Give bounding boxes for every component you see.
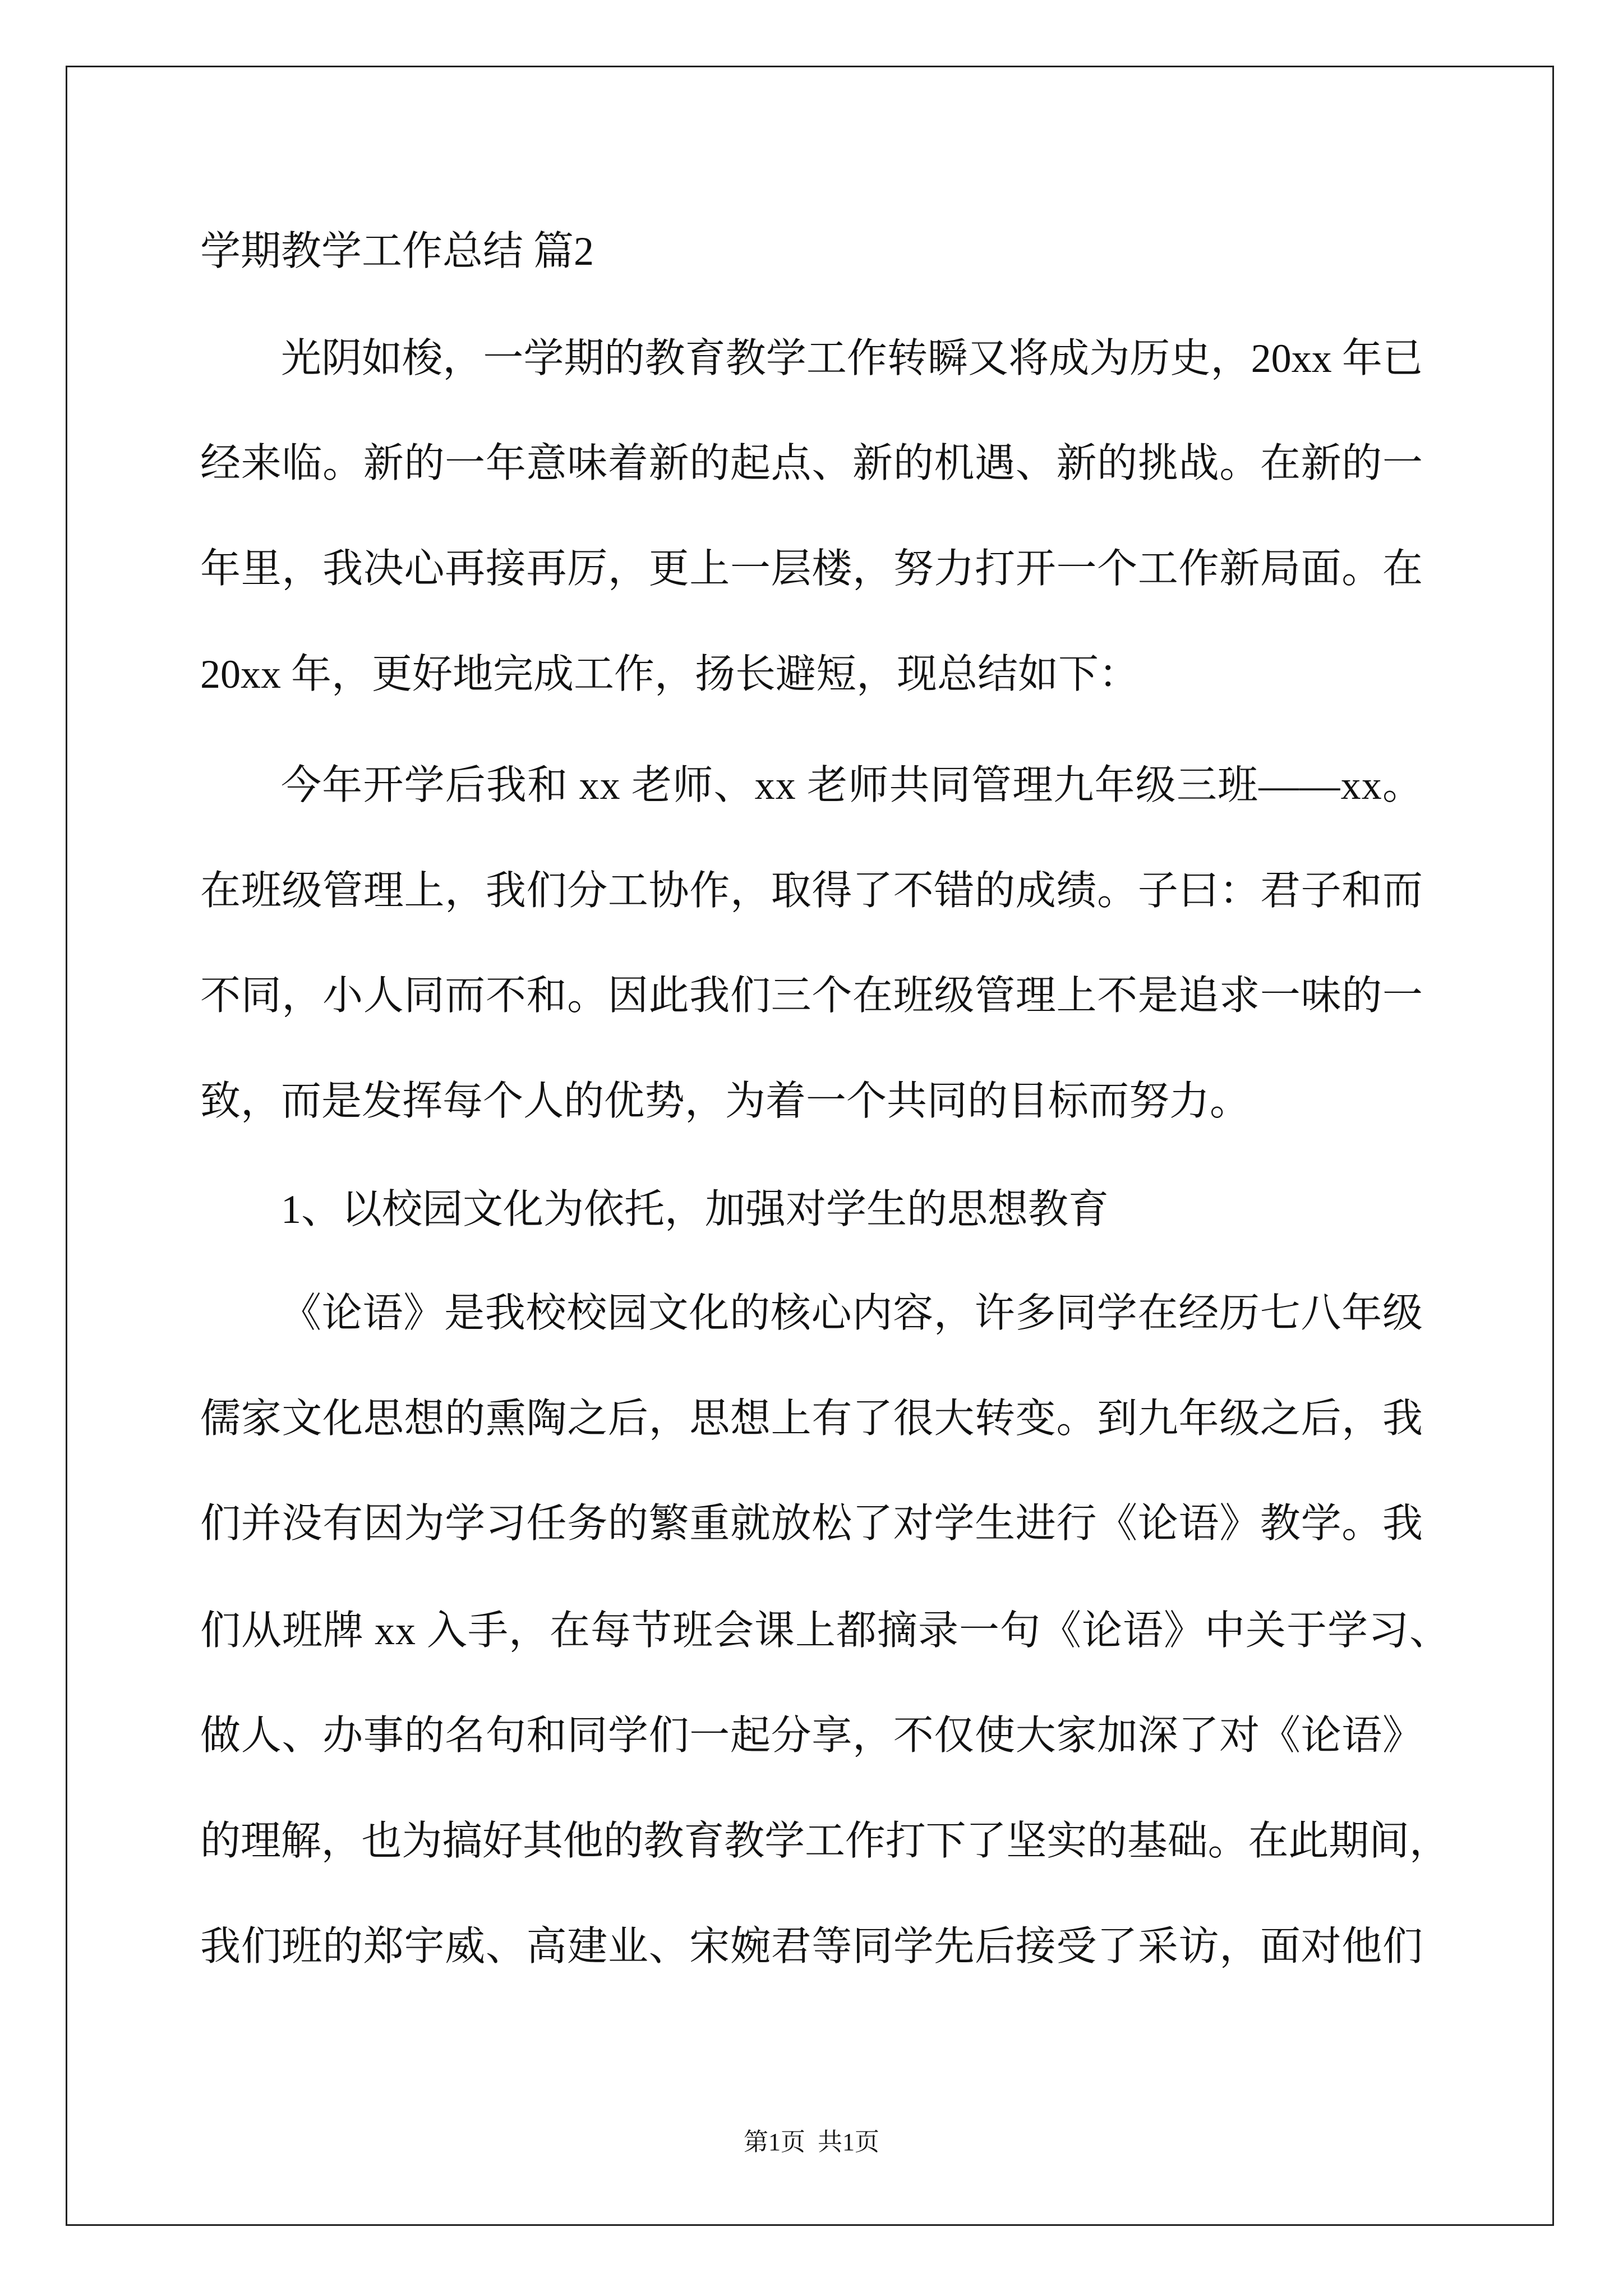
paragraph-line: 经来临。新的一年意味着新的起点、新的机遇、新的挑战。在新的一 [200, 441, 1423, 486]
paragraph-line: 光阴如梭，一学期的教育教学工作转瞬又将成为历史，20xx 年已 [281, 336, 1423, 381]
paragraph-line: 20xx 年，更好地完成工作，扬长避短，现总结如下： [200, 652, 1140, 697]
paragraph-line: 不同，小人同而不和。因此我们三个在班级管理上不是追求一味的一 [200, 973, 1423, 1018]
page-number-footer: 第1页 共1页 [744, 2128, 879, 2156]
paragraph-line: 们并没有因为学习任务的繁重就放松了对学生进行《论语》教学。我 [200, 1501, 1423, 1546]
paragraph-line: 《论语》是我校校园文化的核心内容，许多同学在经历七八年级 [281, 1291, 1423, 1336]
paragraph-line: 做人、办事的名句和同学们一起分享，不仅使大家加深了对《论语》 [200, 1713, 1423, 1758]
page-border [66, 66, 1554, 2226]
paragraph-line: 的理解，也为搞好其他的教育教学工作打下了坚实的基础。在此期间， [200, 1819, 1450, 1864]
paragraph-line: 我们班的郑宇威、高建业、宋婉君等同学先后接受了采访，面对他们 [200, 1924, 1423, 1969]
paragraph-line: 们从班牌 xx 入手，在每节班会课上都摘录一句《论语》中关于学习、 [200, 1608, 1450, 1653]
paragraph-line: 儒家文化思想的熏陶之后，思想上有了很大转变。到九年级之后，我 [200, 1396, 1423, 1441]
paragraph-line: 1、以校园文化为依托，加强对学生的思想教育 [281, 1187, 1109, 1232]
paragraph-line: 今年开学后我和 xx 老师、xx 老师共同管理九年级三班——xx。 [281, 763, 1424, 808]
paragraph-line: 致，而是发挥每个人的优势，为着一个共同的目标而努力。 [200, 1079, 1251, 1124]
document-title: 学期教学工作总结 篇2 [200, 229, 594, 274]
paragraph-line: 在班级管理上，我们分工协作，取得了不错的成绩。子曰：君子和而 [200, 868, 1423, 913]
paragraph-line: 年里，我决心再接再厉，更上一层楼，努力打开一个工作新局面。在 [200, 546, 1423, 591]
